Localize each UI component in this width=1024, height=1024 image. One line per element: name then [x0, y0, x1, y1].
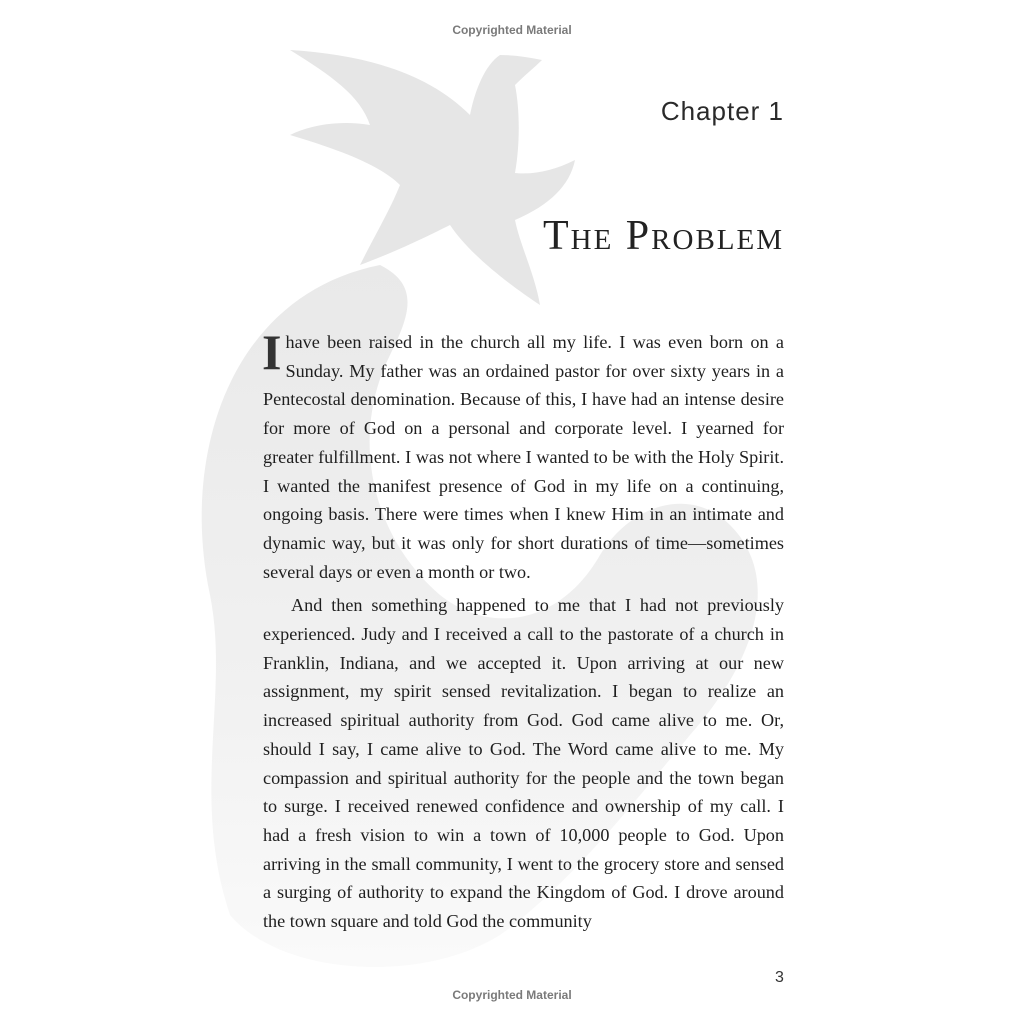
paragraph-1: [262, 324, 784, 586]
header-copyright: Copyrighted Material: [452, 23, 572, 37]
drop-cap: I: [262, 324, 282, 380]
paragraph-1-text: have been raised in the church all my life. I was even born on a Sunday. My father was an ordained pastor for over sixty years in a Pentecostal denomination. Because of this, I have had an intense desire for more of God on a personal and corporate level. I yearned for greater fulfillment. I was not where I wanted to be with the Holy Spirit. I wanted the manifest presence of God in my life on a continuing, ongoing basis. There were times when I knew Him in an intimate and dynamic way, but it was only for short durations of time—sometimes several days or even a month or two.: [263, 332, 784, 582]
chapter-title: The Problem: [542, 213, 784, 259]
paragraph-2: And then something happened to me that I had not previously experienced. Judy and I received a call to the pastorate of a church in Franklin, Indiana, and we accepted it. Upon arriving at our new assignment, my spirit sensed revitalization. I began to realize an increased spiritual authority from God. God came alive to me. Or, should I say, I came alive to God. The Word came alive to me. My compassion and spiritual authority for the people and the town began to surge. I received renewed confidence and ownership of my call. I had a fresh vision to win a town of 10,000 people to God. Upon arriving in the small community, I went to the grocery store and sensed a surging of authority to expand the Kingdom of God. I drove around the town square and told God the community: [263, 595, 784, 932]
page-number: 3: [775, 969, 784, 986]
footer-copyright: Copyrighted Material: [452, 988, 572, 1002]
chapter-body: [262, 324, 784, 941]
chapter-label: Chapter 1: [660, 96, 784, 126]
